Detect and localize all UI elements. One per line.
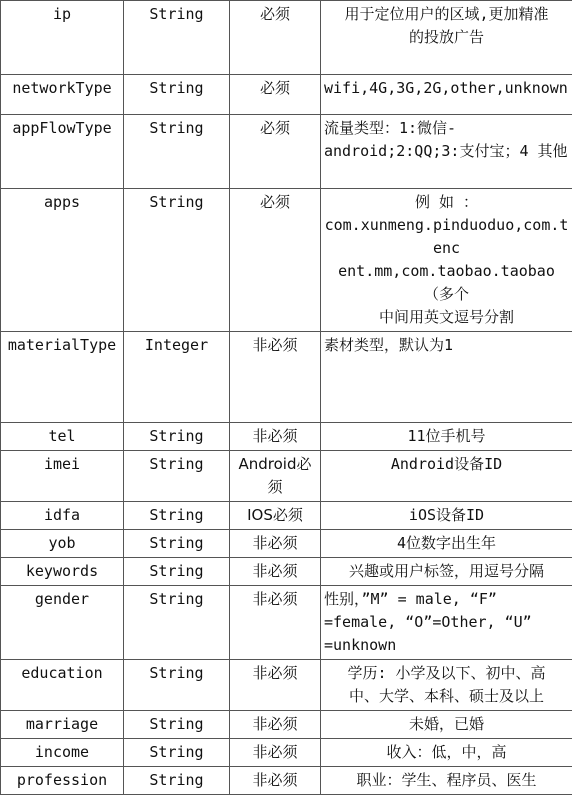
param-required: 非必须 [230, 530, 321, 558]
param-desc: Android设备ID [321, 451, 572, 502]
param-type: String [124, 1, 230, 75]
table-row [1, 75, 572, 115]
param-name: networkType [1, 75, 124, 115]
param-required: 必须 [230, 75, 321, 115]
table-row [1, 502, 572, 530]
param-desc: 素材类型，默认为1 [321, 332, 572, 423]
table-row [1, 1, 572, 75]
param-required: 非必须 [230, 660, 321, 711]
param-required: 必须 [230, 1, 321, 75]
param-required: 非必须 [230, 739, 321, 767]
param-type: String [124, 530, 230, 558]
param-type: String [124, 502, 230, 530]
param-name: tel [1, 423, 124, 451]
table-row [1, 739, 572, 767]
table-row [1, 767, 572, 795]
param-type: String [124, 586, 230, 660]
param-required: 非必须 [230, 767, 321, 795]
param-name: yob [1, 530, 124, 558]
param-required: Android必须 [230, 451, 321, 502]
param-name: imei [1, 451, 124, 502]
param-desc: 11位手机号 [321, 423, 572, 451]
table-row [1, 115, 572, 189]
param-required: 必须 [230, 115, 321, 189]
param-desc: 4位数字出生年 [321, 530, 572, 558]
param-required: 非必须 [230, 558, 321, 586]
param-desc: 性别，”M” = male, “F” =female, “O”=Other, “U” =unknown [321, 586, 572, 660]
param-desc: 用于定位用户的区域,更加精准 的投放广告 [321, 1, 572, 75]
param-desc: 职业：学生、程序员、医生 [321, 767, 572, 795]
param-table-body [1, 1, 572, 795]
param-required: 非必须 [230, 586, 321, 660]
param-name: marriage [1, 711, 124, 739]
param-name: gender [1, 586, 124, 660]
param-name: idfa [1, 502, 124, 530]
param-desc: 未婚，已婚 [321, 711, 572, 739]
param-required: 必须 [230, 189, 321, 332]
param-desc: 流量类型：1:微信- android;2:QQ;3:支付宝；4 其他 [321, 115, 572, 189]
param-name: education [1, 660, 124, 711]
param-desc: iOS设备ID [321, 502, 572, 530]
table-row [1, 189, 572, 332]
param-type: String [124, 115, 230, 189]
table-row [1, 423, 572, 451]
param-desc: 例 如 ： com.xunmeng.pinduoduo,com.tenc ent.mm,com.taobao.taobao（多个 中间用英文逗号分割 [321, 189, 572, 332]
param-name: keywords [1, 558, 124, 586]
param-name: ip [1, 1, 124, 75]
table-row [1, 558, 572, 586]
param-type: String [124, 423, 230, 451]
param-type: String [124, 75, 230, 115]
param-type: String [124, 189, 230, 332]
param-name: profession [1, 767, 124, 795]
param-desc: wifi,4G,3G,2G,other,unknown [321, 75, 572, 115]
param-name: income [1, 739, 124, 767]
table-row [1, 530, 572, 558]
param-type: String [124, 711, 230, 739]
param-required: 非必须 [230, 423, 321, 451]
param-name: apps [1, 189, 124, 332]
table-row [1, 332, 572, 423]
param-type: String [124, 739, 230, 767]
param-type: String [124, 660, 230, 711]
param-required: 非必须 [230, 711, 321, 739]
param-required: 非必须 [230, 332, 321, 423]
param-type: String [124, 767, 230, 795]
param-type: String [124, 558, 230, 586]
param-type: Integer [124, 332, 230, 423]
table-row [1, 451, 572, 502]
param-type: String [124, 451, 230, 502]
param-name: materialType [1, 332, 124, 423]
param-desc: 兴趣或用户标签，用逗号分隔 [321, 558, 572, 586]
param-desc: 收入：低，中，高 [321, 739, 572, 767]
param-desc: 学历: 小学及以下、初中、高 中、大学、本科、硕士及以上 [321, 660, 572, 711]
table-row [1, 586, 572, 660]
table-row [1, 660, 572, 711]
param-name: appFlowType [1, 115, 124, 189]
param-required: IOS必须 [230, 502, 321, 530]
table-row [1, 711, 572, 739]
